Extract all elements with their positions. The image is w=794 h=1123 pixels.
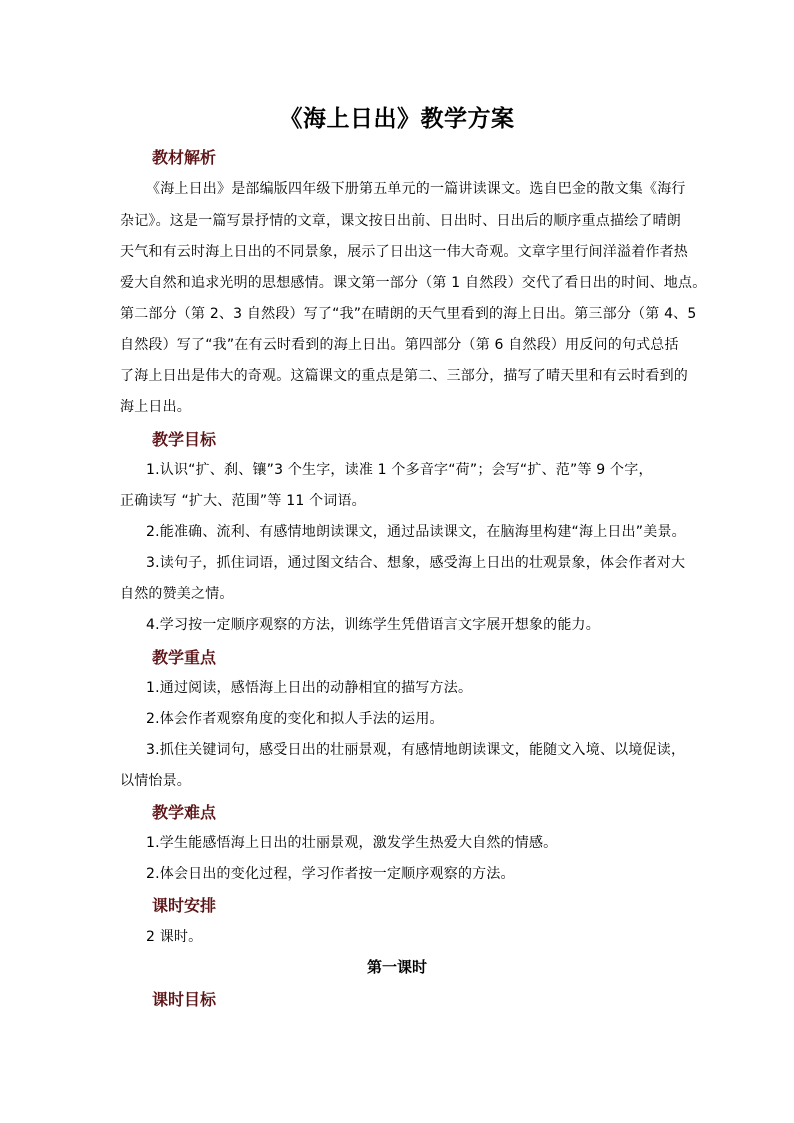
list-item: 2.体会日出的变化过程，学习作者按一定顺序观察的方法。 [146, 866, 515, 882]
section-heading-difficulties: 教学难点 [152, 803, 217, 822]
list-item: 1.认识“扩、刹、镶”3 个生字，读准 1 个多音字“荷”；会写“扩、范”等 9 个字， [146, 462, 653, 478]
list-item: 4.学习按一定顺序观察的方法，训练学生凭借语言文字展开想象的能力。 [146, 617, 600, 633]
lesson-title: 第一课时 [366, 958, 427, 976]
paragraph-line: 海上日出。 [120, 399, 191, 415]
paragraph-line: 2 课时。 [146, 929, 203, 945]
paragraph-line: 《海上日出》是部编版四年级下册第五单元的一篇讲读课文。选自巴金的散文集《海行 [146, 181, 686, 197]
paragraph-line: 第二部分（第 2、3 自然段）写了“我”在晴朗的天气里看到的海上日出。第三部分（第 4、5 [120, 306, 697, 322]
section-heading-lesson-goals: 课时目标 [152, 990, 217, 1009]
section-heading-goals: 教学目标 [152, 430, 217, 449]
section-heading-schedule: 课时安排 [152, 896, 217, 915]
list-item: 2.体会作者观察角度的变化和拟人手法的运用。 [146, 711, 444, 727]
paragraph-line: 了海上日出是伟大的奇观。这篇课文的重点是第二、三部分，描写了晴天里和有云时看到的 [120, 368, 688, 384]
list-item: 自然的赞美之情。 [120, 586, 234, 602]
list-item: 1.学生能感悟海上日出的壮丽景观，激发学生热爱大自然的情感。 [146, 835, 558, 851]
list-item: 3.读句子，抓住词语，通过图文结合、想象，感受海上日出的壮观景象，体会作者对大 [146, 555, 686, 571]
list-item: 2.能准确、流利、有感情地朗读课文，通过品读课文，在脑海里构建“海上日出”美景。 [146, 524, 686, 540]
list-item: 正确读写 “扩大、范围”等 11 个词语。 [120, 493, 366, 509]
list-item: 以情怡景。 [120, 773, 191, 789]
paragraph-line: 天气和有云时海上日出的不同景象，展示了日出这一伟大奇观。文章字里行间洋溢着作者热 [120, 244, 688, 260]
document-title: 《海上日出》教学方案 [279, 105, 515, 132]
section-heading-key-points: 教学重点 [152, 648, 217, 667]
list-item: 3.抓住关键词句，感受日出的壮丽景观，有感情地朗读课文，能随文入境、以境促读， [146, 742, 686, 758]
paragraph-line: 自然段）写了“我”在有云时看到的海上日出。第四部分（第 6 自然段）用反问的句式总括 [120, 337, 679, 353]
list-item: 1.通过阅读，感悟海上日出的动静相宜的描写方法。 [146, 680, 473, 696]
paragraph-line: 杂记》。这是一篇写景抒情的文章，课文按日出前、日出时、日出后的顺序重点描绘了晴朗 [120, 213, 681, 229]
section-heading-analysis: 教材解析 [152, 148, 217, 167]
paragraph-line: 爱大自然和追求光明的思想感情。课文第一部分（第 1 自然段）交代了看日出的时间、地点。 [120, 275, 707, 291]
